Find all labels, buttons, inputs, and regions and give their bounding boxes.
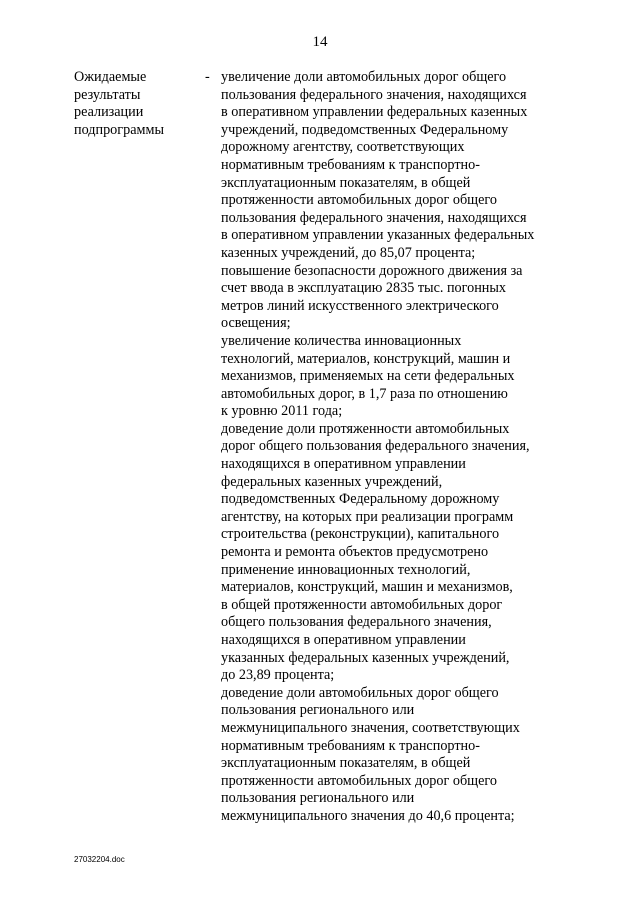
body-line: освещения; xyxy=(221,315,291,332)
body-line: казенных учреждений, до 85,07 процента; xyxy=(221,244,476,261)
body-line: находящихся в оперативном управлении xyxy=(221,456,466,473)
body-line: в оперативном управлении указанных федеральных xyxy=(221,227,535,244)
body-line: материалов, конструкций, машин и механизмов, xyxy=(221,579,513,596)
body-line: дорог общего пользования федерального значения, xyxy=(221,438,530,455)
body-line: механизмов, применяемых на сети федеральных xyxy=(221,368,515,385)
body-line: дорожному агентству, соответствующих xyxy=(221,139,465,156)
body-line: федеральных казенных учреждений, xyxy=(221,473,443,490)
footer-filename: 27032204.doc xyxy=(74,855,125,864)
body-line: доведение доли протяженности автомобильных xyxy=(221,420,510,437)
body-line: строительства (реконструкции), капитального xyxy=(221,526,500,543)
body-line: повышение безопасности дорожного движения за xyxy=(221,262,523,279)
section-label-line: подпрограммы xyxy=(74,121,164,138)
body-line: технологий, материалов, конструкций, машин и xyxy=(221,350,511,367)
body-line: межмуниципального значения до 40,6 процента; xyxy=(221,807,515,824)
body-line: учреждений, подведомственных Федеральному xyxy=(221,121,509,138)
body-line: указанных федеральных казенных учреждений, xyxy=(221,649,510,666)
body-line: протяженности автомобильных дорог общего xyxy=(221,772,497,789)
body-line: увеличение доли автомобильных дорог общего xyxy=(221,69,507,85)
body-text xyxy=(221,69,581,826)
body-line: подведомственных Федеральному дорожному xyxy=(221,491,500,508)
body-line: увеличение количества инновационных xyxy=(221,332,462,349)
body-line: находящихся в оперативном управлении xyxy=(221,632,466,648)
body-line: общего пользования федерального значения, xyxy=(221,614,492,631)
body-line: применение инновационных технологий, xyxy=(221,561,471,578)
body-line: пользования регионального или xyxy=(221,790,415,807)
body-line: к уровню 2011 года; xyxy=(221,403,343,420)
body-line: пользования федерального значения, находящихся xyxy=(221,86,527,103)
body-line: протяженности автомобильных дорог общего xyxy=(221,192,497,209)
section-label-line: реализации xyxy=(74,104,144,121)
section-label-line: результаты xyxy=(74,86,141,103)
body-line: в общей протяженности автомобильных дорог xyxy=(221,596,503,613)
body-line: метров линий искусственного электрического xyxy=(221,297,499,314)
body-line: автомобильных дорог, в 1,7 раза по отношению xyxy=(221,385,508,402)
body-line: эксплуатационным показателям, в общей xyxy=(221,174,471,191)
body-line: счет ввода в эксплуатацию 2835 тыс. погонных xyxy=(221,280,507,297)
body-line: эксплуатационным показателям, в общей xyxy=(221,755,471,772)
body-line: ремонта и ремонта объектов предусмотрено xyxy=(221,544,489,561)
body-line: агентству, на которых при реализации программ xyxy=(221,508,514,525)
body-line: нормативным требованиям к транспортно- xyxy=(221,737,480,754)
page-number: 14 xyxy=(312,34,328,50)
body-line: доведение доли автомобильных дорог общего xyxy=(221,684,499,701)
list-dash: - xyxy=(205,69,210,85)
body-line: до 23,89 процента; xyxy=(221,667,335,684)
body-line: пользования федерального значения, находящихся xyxy=(221,209,527,226)
body-line: в оперативном управлении федеральных казенных xyxy=(221,104,528,121)
section-label-line: Ожидаемые xyxy=(74,69,147,85)
body-line: межмуниципального значения, соответствующих xyxy=(221,719,520,736)
body-line: пользования регионального или xyxy=(221,702,415,719)
body-line: нормативным требованиям к транспортно- xyxy=(221,156,480,173)
section-label xyxy=(74,69,199,139)
